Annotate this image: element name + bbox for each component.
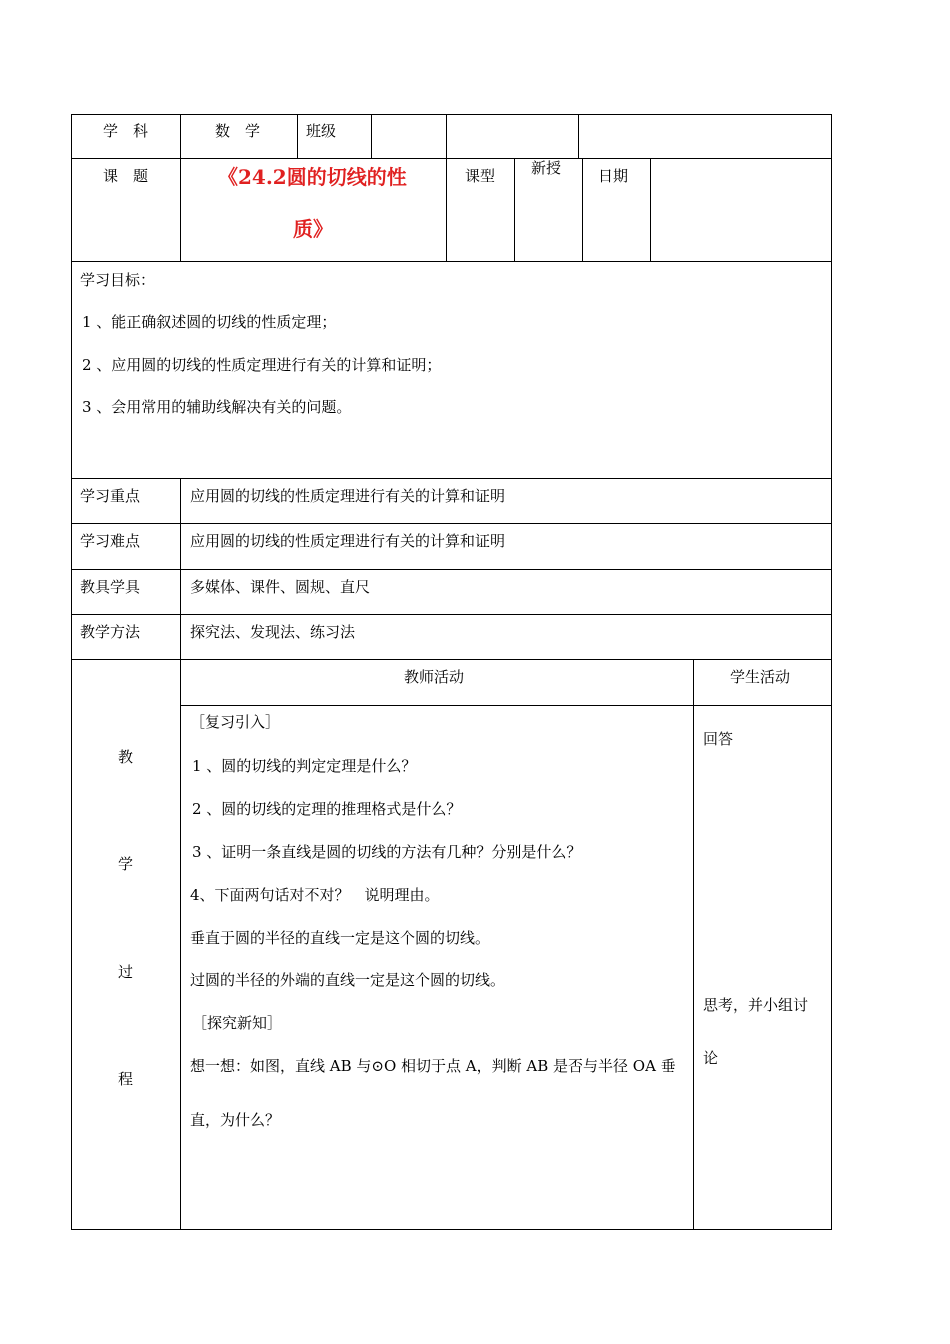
objective-item: 3 、会用常用的辅助线解决有关的问题。: [82, 398, 352, 416]
difficulties-value: 应用圆的切线的性质定理进行有关的计算和证明: [190, 532, 506, 550]
student-think-line2: 论: [703, 1049, 719, 1067]
topic-label: 课 题: [103, 167, 149, 185]
teacher-line: 3 、证明一条直线是圆的切线的方法有几种？分别是什么？: [192, 843, 582, 861]
process-side-char: 教: [118, 748, 134, 766]
key-points-label: 学习重点: [80, 487, 141, 505]
teacher-line: 1 、圆的切线的判定定理是什么？: [192, 757, 417, 775]
teacher-line: 直，为什么？: [190, 1111, 281, 1129]
date-label: 日期: [598, 167, 629, 185]
process-side-char: 程: [118, 1070, 134, 1088]
objective-item: 2 、应用圆的切线的性质定理进行有关的计算和证明；: [82, 356, 442, 374]
lesson-type-label: 课型: [465, 167, 496, 185]
explore-heading: ［探究新知］: [192, 1014, 283, 1032]
subject-value: 数 学: [215, 122, 261, 140]
process-side-char: 学: [118, 855, 134, 873]
methods-label: 教学方法: [80, 623, 141, 641]
teacher-activity-header: 教师活动: [404, 668, 465, 686]
teacher-line: 过圆的半径的外端的直线一定是这个圆的切线。: [190, 971, 506, 989]
review-heading: ［复习引入］: [190, 713, 281, 731]
teacher-line: 垂直于圆的半径的直线一定是这个圆的切线。: [190, 929, 491, 947]
process-side-char: 过: [118, 963, 134, 981]
difficulties-label: 学习难点: [80, 532, 141, 550]
subject-label: 学 科: [103, 122, 149, 140]
objectives-heading: 学习目标：: [80, 271, 156, 289]
class-label: 班级: [306, 122, 337, 140]
teacher-line: 4、下面两句话对不对？ 说明理由。: [190, 886, 440, 904]
lesson-type-value: 新授: [531, 159, 562, 177]
student-answer: 回答: [703, 730, 734, 748]
key-points-value: 应用圆的切线的性质定理进行有关的计算和证明: [190, 487, 506, 505]
student-think-line1: 思考，并小组讨: [703, 996, 809, 1014]
lesson-title-line1: 《24.2圆的切线的性: [218, 165, 407, 189]
lesson-title-line2: 质》: [293, 217, 333, 241]
methods-value: 探究法、发现法、练习法: [190, 623, 356, 641]
teacher-line: 想一想：如图，直线 AB 与⊙O 相切于点 A，判断 AB 是否与半径 OA 垂: [190, 1057, 676, 1075]
tools-value: 多媒体、课件、圆规、直尺: [190, 578, 371, 596]
tools-label: 教具学具: [80, 578, 141, 596]
student-activity-header: 学生活动: [730, 668, 791, 686]
objective-item: 1 、能正确叙述圆的切线的性质定理；: [82, 313, 337, 331]
teacher-line: 2 、圆的切线的定理的推理格式是什么？: [192, 800, 462, 818]
